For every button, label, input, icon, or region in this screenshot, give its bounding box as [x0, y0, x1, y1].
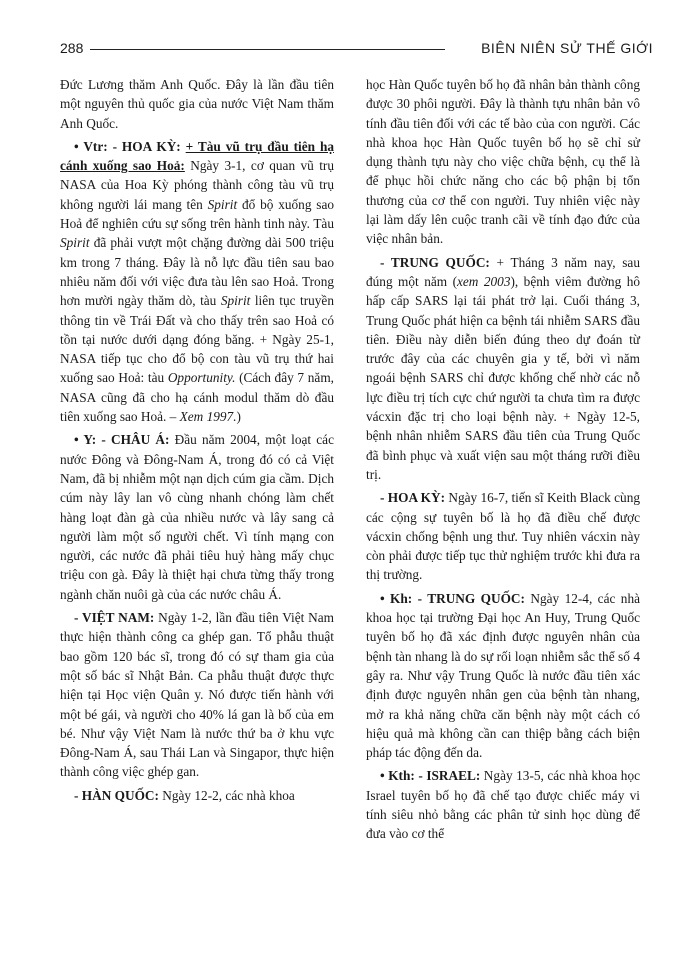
paragraph: • Vtr: - HOA KỲ: + Tàu vũ trụ đầu tiên hạ cánh xuống sao Hoả: Ngày 3-1, cơ quan vũ trụ NASA của Hoa Kỳ phóng thành công tàu vũ trụ không người lái mang tên Spirit đổ bộ xuống sao Hoả để nghiên cứu sự sống trên hành tinh này. Tàu Spirit đã phải vượt một chặng đường dài 500 triệu km trong 7 tháng. Đây là nỗ lực đầu tiên sau bao nhiêu năm đối với việc đưa tàu lên sao Hoả. Trong hơn mười ngày thăm dò, tàu Spirit liên tục truyền thông tin về Trái Đất và cho thấy trên sao Hoả có tồn tại nước dưới dạng đóng băng. + Ngày 25-1, NASA tiếp tục cho đổ bộ con tàu vũ trụ thứ hai xuống sao Hoả: tàu Opportunity. (Cách đây 7 năm, NASA cũng đã cho hạ cánh modul thăm dò đầu tiên xuống sao Hoả. – Xem 1997.)	[60, 138, 335, 425]
right-column	[366, 75, 640, 848]
left-column	[60, 75, 334, 809]
running-title: BIÊN NIÊN SỬ THẾ GIỚI	[481, 40, 653, 56]
paragraph: • Kh: - TRUNG QUỐC: Ngày 12-4, các nhà khoa học tại trường Đại học An Huy, Trung Quốc tuyên bố họ đã xác định được nguyên nhân của bệnh tàn nhang là do sự rối loạn nhiễm sắc thể số 4 gây ra. Như vậy Trung Quốc là nước đầu tiên xác định được nguyên nhân gen của bệnh tàn nhang, mở ra khả năng chữa căn bệnh này một cách có hiệu quả mà không cần can thiệp bằng cách biện pháp tác động đến da.	[366, 590, 640, 761]
paragraph: • Kth: - ISRAEL: Ngày 13-5, các nhà khoa học Israel tuyên bố họ đã chế tạo được chiếc máy vi tính siêu nhỏ bằng các phân tử sinh học dùng để đưa vào cơ thể	[366, 768, 640, 842]
page-number: 288	[60, 40, 84, 56]
page-header	[60, 40, 653, 60]
heading: + Tàu vũ trụ đầu tiên hạ cánh xuống sao Hoả:	[60, 138, 334, 174]
paragraph: Đức Lương thăm Anh Quốc. Đây là lần đầu tiên một nguyên thủ quốc gia của nước Việt Nam thăm Anh Quốc.	[60, 77, 334, 131]
header-rule	[90, 49, 445, 50]
paragraph: - TRUNG QUỐC: + Tháng 3 năm nay, sau đúng một năm (xem 2003), bệnh viêm đường hô hấp cấp SARS lại tái phát trở lại. Cuối tháng 3, Trung Quốc phát hiện ca bệnh tái nhiễm SARS đầu tiên. Điều này diễn biến đúng theo dự đoán từ trước đây của các chuyên gia y tế, bởi vì năm ngoái bệnh SARS chỉ được khống chế nhờ các nỗ lực điều trị tích cực chứ người ta chưa tìm ra được vácxin đặc trị cho loại bệnh này. + Ngày 12-5, bệnh nhân nhiễm SARS đầu tiên của Trung Quốc đã bình phục và xuất viện sau một tháng rưỡi điều trị.	[366, 254, 640, 482]
paragraph: - HÀN QUỐC: Ngày 12-2, các nhà khoa	[74, 787, 295, 803]
paragraph: • Y: - CHÂU Á: Đầu năm 2004, một loạt các nước Đông và Đông-Nam Á, trong đó có cả Việt Nam, đã bị nhiễm một nạn dịch cúm gia cầm. Dịch cúm này lây lan vô cùng nhanh chóng làm chết hàng loạt đàn gà của nhiều nước và lây sang cả người làm một số người chết. Vì tính mạng con người, các nước đã phải tiêu huỷ hàng mấy chục triệu con gà. Đây là thiệt hại chưa từng thấy trong ngành chăn nuôi gà của các nước châu Á.	[60, 432, 334, 602]
paragraph: học Hàn Quốc tuyên bố họ đã nhân bản thành công được 30 phôi người. Đây là thành tựu nhân bản vô tính đầu tiên đối với các tế bào của con người. Các nhà khoa học Hàn Quốc tuyên bố họ sẽ chỉ sử dụng thành tựu này cho việc chữa bệnh, cụ thể là để phục hồi chức năng cho các bộ phận bị tổn thương của cơ thể con người. Tuy nhiên việc này lại làm dấy lên cuộc tranh cãi về tính đạo đức của việc nhân bản.	[366, 77, 640, 247]
paragraph: - VIỆT NAM: Ngày 1-2, lần đầu tiên Việt Nam thực hiện thành công ca ghép gan. Tổ phẫu thuật bao gồm 120 bác sĩ, trong đó có sự tham gia của một số bác sĩ Nhật Bản. Ca phẫu thuật được thực hiện tại Học viện Quân y. Nó được tiến hành với một bé gái, và người cho 40% lá gan là bố của em bé. Như vậy Việt Nam là nước thứ ba ở khu vực Đông-Nam Á, sau Thái Lan và Singapor, thực hiện thành công việc ghép gan.	[60, 610, 334, 780]
paragraph: - HOA KỲ: Ngày 16-7, tiến sĩ Keith Black cùng các cộng sự tuyên bố là họ đã điều chế được vácxin chống bệnh ung thư. Tuy nhiên vácxin này còn phải được tiếp tục thử nghiệm trước khi đưa ra thị trường.	[366, 490, 640, 583]
